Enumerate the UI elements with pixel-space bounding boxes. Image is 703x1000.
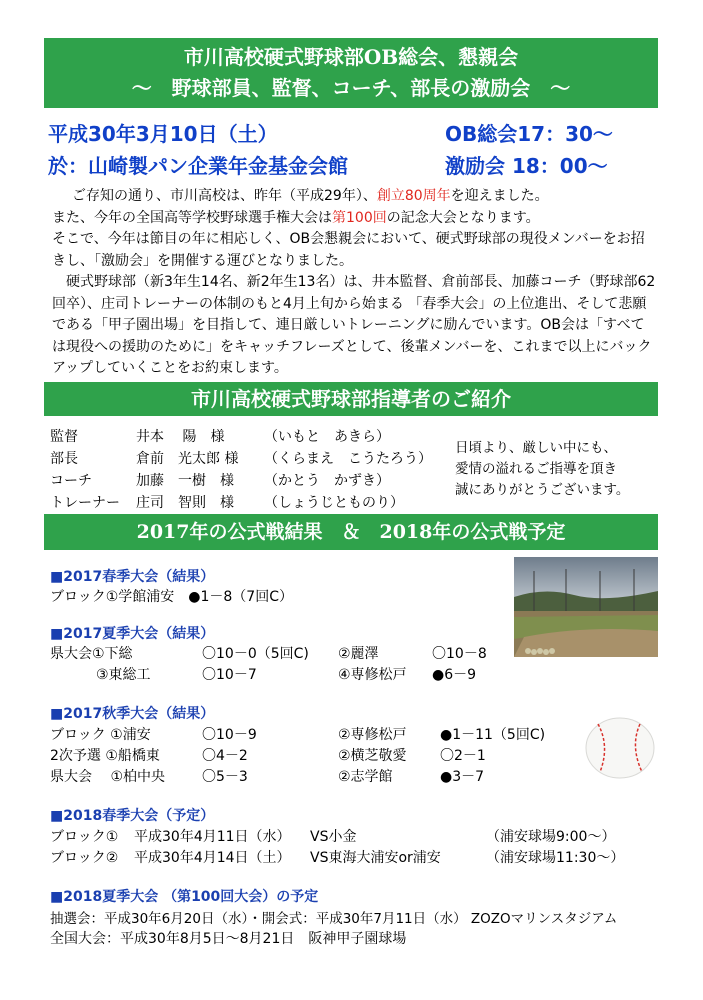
fall-2017-heading: ■2017秋季大会（結果） xyxy=(50,706,215,722)
tournament-highlight: 第100回 xyxy=(332,209,387,226)
gala-time: 激励会 18：00～ xyxy=(445,154,608,178)
team-text: 硬式野球部（新3年生14名、新2年生13名）は、井本監督、倉前部長、加藤コーチ（野球部62回卒）、庄司トレーナーの体制のもと4月上旬から始まる 「春季大会」の上位進出、そして悲願である「甲子園出場」を目指して、連日厳しいトレーニングに励んでいます。OB会は「すべては現役への援助のために」をキャッチフレーズとして、後輩メンバーを、これまで以上にバックアップしていくことをお約束します。 xyxy=(52,274,656,376)
intro-text xyxy=(52,186,658,380)
staff-section-title: 市川高校硬式野球部指導者のご紹介 xyxy=(44,382,658,416)
anniversary-highlight: 創立80周年 xyxy=(376,188,451,204)
spring-2018-block: ブロック② xyxy=(50,850,119,866)
results-section-title: 2017年の公式戦結果 ＆ 2018年の公式戦予定 xyxy=(44,514,658,550)
summer-2017-score: 〇10－8 xyxy=(432,646,487,662)
summer-2017-score: ●6－9 xyxy=(432,667,477,683)
intro-text-d: の記念大会となります。 xyxy=(386,209,540,226)
staff-role: 部長 xyxy=(50,451,78,467)
event-date: 平成30年3月10日（土） xyxy=(48,122,278,146)
staff-role: 監督 xyxy=(50,429,78,445)
ob-meeting-time: OB総会17：30～ xyxy=(445,122,613,146)
summer-2017-score: 〇10－7 xyxy=(202,667,257,683)
fall-2017-game: ブロック ①浦安 xyxy=(50,727,151,743)
summer-2017-heading: ■2017夏季大会（結果） xyxy=(50,626,215,642)
summer-2017-score: 〇10－0（5回C) xyxy=(202,646,309,662)
spring-2018-block: ブロック① xyxy=(50,829,119,845)
fall-2017-game: ②志学館 xyxy=(338,769,393,785)
staff-name: 倉前 光太郎 様 xyxy=(136,451,239,467)
spring-2018-heading: ■2018春季大会（予定） xyxy=(50,808,215,824)
spring-2017-heading: ■2017春季大会（結果） xyxy=(50,569,215,585)
event-venue: 於：山崎製パン企業年金基金会館 xyxy=(48,154,348,178)
baseball-icon xyxy=(582,712,658,780)
staff-name: 庄司 智則 様 xyxy=(136,495,234,511)
fall-2017-score: 〇4－2 xyxy=(202,748,248,764)
banner-subtitle: ～ 野球部員、監督、コーチ、部長の激励会 ～ xyxy=(131,76,571,100)
spring-2018-date: 平成30年4月14日（土） xyxy=(134,850,291,866)
spring-2018-date: 平成30年4月11日（水） xyxy=(134,829,291,845)
staff-reading: （かとう かずき） xyxy=(264,473,390,489)
spring-2018-venue: （浦安球場9:00～） xyxy=(486,829,616,845)
header-banner xyxy=(44,38,658,108)
summer-2017-game: 県大会①下総 xyxy=(50,646,133,662)
thanks-message xyxy=(455,438,629,501)
fall-2017-score: 〇2－1 xyxy=(440,748,486,764)
banner-title: 市川高校硬式野球部OB総会、懇親会 xyxy=(183,45,519,69)
baseball-field-photo xyxy=(514,557,658,657)
summer-2017-game: ③東総工 xyxy=(96,667,151,683)
summer-2018-nationals: 全国大会：平成30年8月5日～8月21日 阪神甲子園球場 xyxy=(50,931,407,947)
intro-text-c: また、今年の全国高等学校野球選手権大会は xyxy=(52,209,332,226)
fall-2017-score: ●3－7 xyxy=(440,769,485,785)
staff-name: 井本 陽 様 xyxy=(136,429,225,445)
thanks-line: 愛情の溢れるご指導を頂き xyxy=(455,461,617,477)
spring-2017-result: ブロック①学館浦安 ●1－8（7回C） xyxy=(50,589,293,605)
fall-2017-game: 2次予選 ①船橋東 xyxy=(50,748,160,764)
staff-reading: （しょうじとものり） xyxy=(264,495,404,511)
fall-2017-game: 県大会 ①柏中央 xyxy=(50,769,166,785)
summer-2017-game: ④専修松戸 xyxy=(338,667,407,683)
fall-2017-game: ②専修松戸 xyxy=(338,727,407,743)
staff-role: コーチ xyxy=(50,473,92,489)
spring-2018-opponent: VS小金 xyxy=(310,829,357,845)
thanks-line: 誠にありがとうございます。 xyxy=(455,482,630,498)
spring-2018-venue: （浦安球場11:30～） xyxy=(486,850,625,866)
fall-2017-score: 〇5－3 xyxy=(202,769,248,785)
staff-reading: （くらまえ こうたろう） xyxy=(264,451,432,467)
fall-2017-score: ●1－11（5回C) xyxy=(440,727,546,743)
intro-text-e: そこで、今年は節目の年に相応しく、OB会懇親会において、硬式野球部の現役メンバーをお招きし、「激励会」を開催する運びとなりました。 xyxy=(52,231,645,269)
intro-text-a: ご存知の通り、市川高校は、昨年（平成29年）、 xyxy=(72,188,377,204)
summer-2017-game: ②麗澤 xyxy=(338,646,379,662)
staff-name: 加藤 一樹 様 xyxy=(136,473,234,489)
spring-2018-opponent: VS東海大浦安or浦安 xyxy=(310,850,441,866)
summer-2018-heading: ■2018夏季大会 （第100回大会）の予定 xyxy=(50,889,319,905)
intro-text-b: を迎えました。 xyxy=(450,188,549,204)
staff-role: トレーナー xyxy=(50,495,120,511)
staff-reading: （いもと あきら） xyxy=(264,429,390,445)
summer-2018-ceremony: 抽選会：平成30年6月20日（水）・開会式：平成30年7月11日（水） ZOZOマリンスタジアム xyxy=(50,911,618,927)
thanks-line: 日頃より、厳しい中にも、 xyxy=(455,440,617,456)
fall-2017-score: 〇10－9 xyxy=(202,727,257,743)
fall-2017-game: ②横芝敬愛 xyxy=(338,748,407,764)
